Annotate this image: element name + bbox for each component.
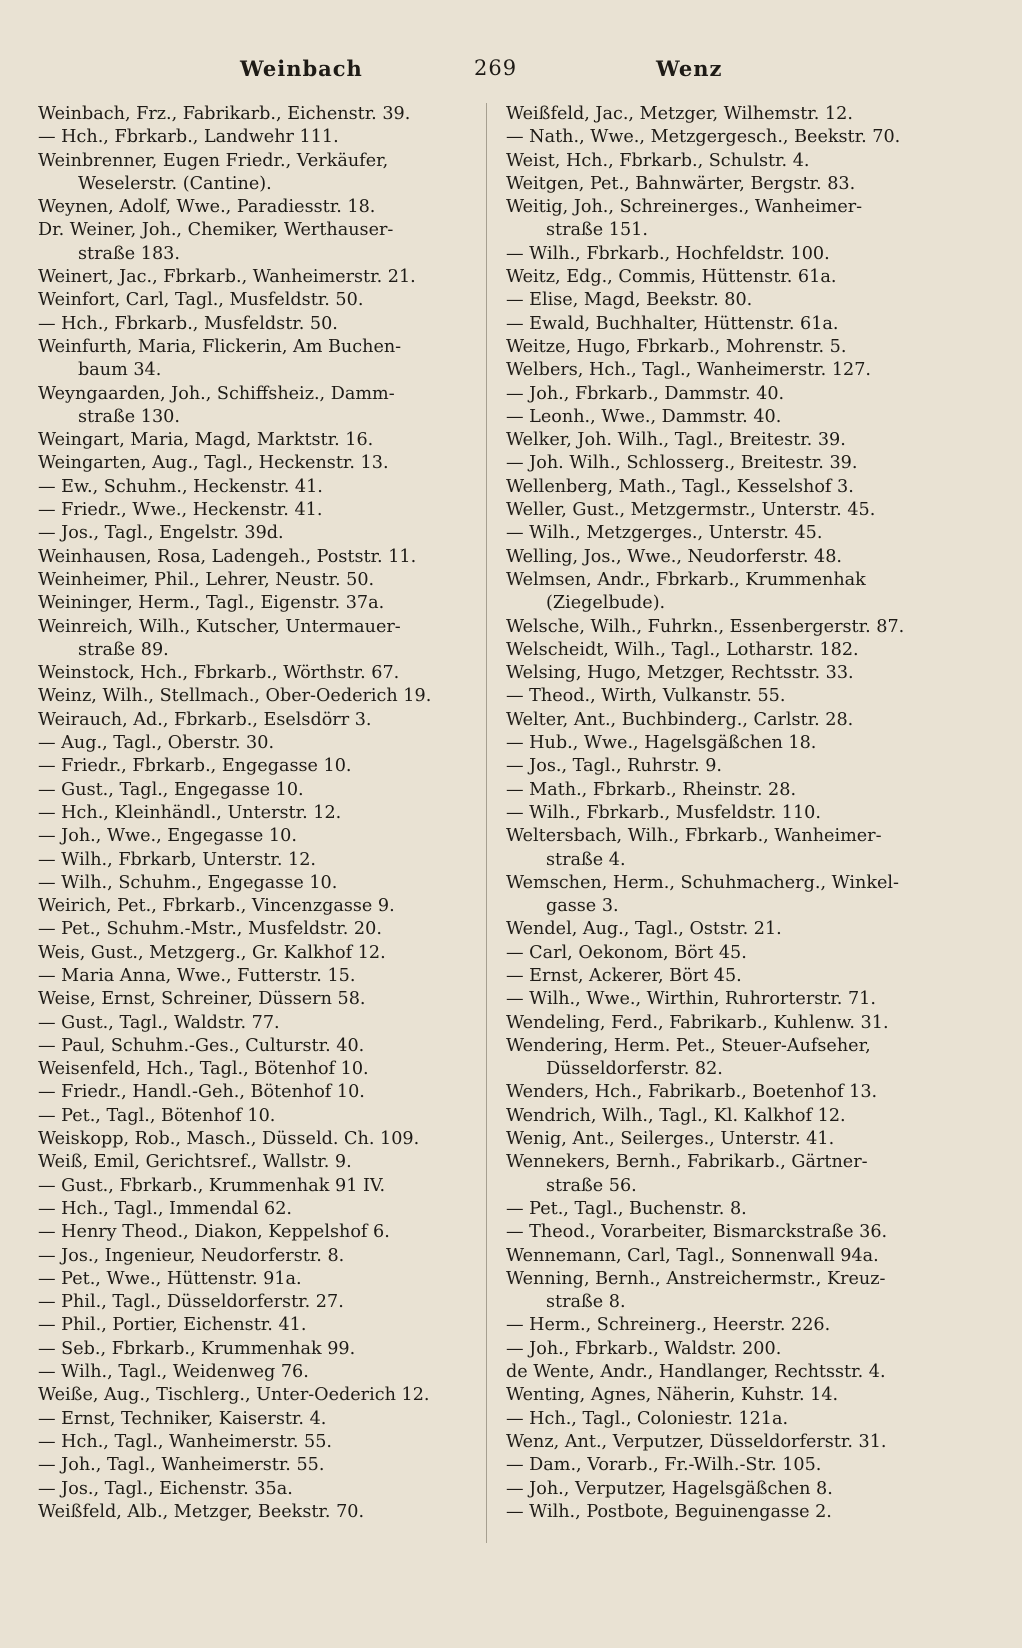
directory-entry-line: Weinfort, Carl, Tagl., Musfeldstr. 50. bbox=[38, 290, 364, 311]
directory-entry-line: Dr. Weiner, Joh., Chemiker, Werthauser- bbox=[38, 220, 394, 241]
directory-entry-line: Wenning, Bernh., Anstreichermstr., Kreuz- bbox=[506, 1268, 886, 1289]
directory-entry-line: — Elise, Magd, Beekstr. 80. bbox=[506, 290, 753, 311]
directory-entry-line: Welker, Joh. Wilh., Tagl., Breitestr. 39. bbox=[506, 430, 846, 451]
directory-entry-line: Wenig, Ant., Seilerges., Unterstr. 41. bbox=[506, 1129, 835, 1150]
directory-entry-line: — Nath., Wwe., Metzgergesch., Beekstr. 70. bbox=[506, 127, 901, 148]
directory-entry-line: Weiskopp, Rob., Masch., Düsseld. Ch. 109. bbox=[38, 1129, 420, 1150]
directory-entry-line: — Hch., Fbrkarb., Landwehr 111. bbox=[38, 127, 339, 148]
directory-entry-line: — Wilh., Schuhm., Engegasse 10. bbox=[38, 872, 338, 893]
directory-entry-line: — Joh. Wilh., Schlosserg., Breitestr. 39. bbox=[506, 453, 858, 474]
directory-entry-line: Welsche, Wilh., Fuhrkn., Essenbergerstr. 87. bbox=[506, 616, 905, 637]
directory-entry-line: Weirauch, Ad., Fbrkarb., Eselsdörr 3. bbox=[38, 709, 372, 730]
directory-entry-line: Weisenfeld, Hch., Tagl., Bötenhof 10. bbox=[38, 1059, 369, 1080]
directory-entry-line: Weinbrenner, Eugen Friedr., Verkäufer, bbox=[38, 150, 389, 171]
directory-entry-line: straße 89. bbox=[78, 639, 169, 660]
directory-entry-line: Weinfurth, Maria, Flickerin, Am Buchen- bbox=[38, 336, 402, 357]
directory-entry-line: straße 8. bbox=[546, 1292, 626, 1313]
directory-entry-line: — Joh., Fbrkarb., Waldstr. 200. bbox=[506, 1338, 782, 1359]
directory-entry-line: — Ewald, Buchhalter, Hüttenstr. 61a. bbox=[506, 313, 839, 334]
directory-entry-line: — Henry Theod., Diakon, Keppelshof 6. bbox=[38, 1222, 390, 1243]
directory-entry-line: de Wente, Andr., Handlanger, Rechtsstr. 4. bbox=[506, 1362, 886, 1383]
directory-entry-line: — Wilh., Fbrkarb., Musfeldstr. 110. bbox=[506, 802, 821, 823]
directory-entry-line: — Joh., Tagl., Wanheimerstr. 55. bbox=[38, 1455, 325, 1476]
directory-entry-line: — Hch., Tagl., Coloniestr. 121a. bbox=[506, 1408, 789, 1429]
directory-entry-line: — Pet., Schuhm.-Mstr., Musfeldstr. 20. bbox=[38, 919, 382, 940]
directory-entry-line: Weißfeld, Jac., Metzger, Wilhemstr. 12. bbox=[506, 104, 853, 124]
directory-entry-line: — Joh., Verputzer, Hagelsgäßchen 8. bbox=[506, 1478, 833, 1499]
directory-entry-line: Wendel, Aug., Tagl., Oststr. 21. bbox=[506, 919, 782, 940]
directory-entry-line: — Jos., Tagl., Ruhrstr. 9. bbox=[506, 756, 723, 777]
directory-entry-line: Weynen, Adolf, Wwe., Paradiesstr. 18. bbox=[38, 197, 376, 218]
directory-entry-line: — Gust., Fbrkarb., Krummenhak 91 IV. bbox=[38, 1175, 386, 1196]
directory-entry-line: — Jos., Tagl., Eichenstr. 35a. bbox=[38, 1478, 293, 1499]
directory-entry-line: Weselerstr. (Cantine). bbox=[78, 173, 272, 194]
directory-entry-line: Wenz, Ant., Verputzer, Düsseldorferstr. 31. bbox=[506, 1431, 887, 1452]
directory-entry-line: — Wilh., Postbote, Beguinengasse 2. bbox=[506, 1501, 832, 1522]
directory-entry-line: Wendeling, Ferd., Fabrikarb., Kuhlenw. 31. bbox=[506, 1012, 889, 1033]
directory-entry-line: Weingarten, Aug., Tagl., Heckenstr. 13. bbox=[38, 453, 389, 474]
directory-entry-line: Weinreich, Wilh., Kutscher, Untermauer- bbox=[38, 616, 401, 637]
directory-entry-line: — Math., Fbrkarb., Rheinstr. 28. bbox=[506, 779, 797, 800]
directory-entry-line: Weitgen, Pet., Bahnwärter, Bergstr. 83. bbox=[506, 173, 856, 194]
directory-entry-line: — Maria Anna, Wwe., Futterstr. 15. bbox=[38, 965, 356, 986]
directory-entry-line: — Pet., Tagl., Buchenstr. 8. bbox=[506, 1198, 747, 1219]
directory-entry-line: Welbers, Hch., Tagl., Wanheimerstr. 127. bbox=[506, 360, 871, 381]
directory-entry-line: Weirich, Pet., Fbrkarb., Vincenzgasse 9. bbox=[38, 896, 395, 917]
directory-entry-line: Welscheidt, Wilh., Tagl., Lotharstr. 182. bbox=[506, 639, 859, 660]
directory-entry-line: Weise, Ernst, Schreiner, Düssern 58. bbox=[38, 989, 366, 1010]
directory-entry-line: — Ew., Schuhm., Heckenstr. 41. bbox=[38, 476, 323, 497]
directory-entry-line: — Joh., Fbrkarb., Dammstr. 40. bbox=[506, 383, 785, 404]
directory-entry-line: Wellenberg, Math., Tagl., Kesselshof 3. bbox=[506, 476, 854, 497]
directory-entry-line: — Jos., Ingenieur, Neudorferstr. 8. bbox=[38, 1245, 345, 1266]
directory-entry-line: — Ernst, Ackerer, Bört 45. bbox=[506, 965, 742, 986]
directory-entry-line: Weiß, Emil, Gerichtsref., Wallstr. 9. bbox=[38, 1152, 352, 1173]
page-number: 269 bbox=[474, 56, 518, 80]
directory-entry-line: Weißfeld, Alb., Metzger, Beekstr. 70. bbox=[38, 1501, 365, 1522]
directory-entry-line: Weitze, Hugo, Fbrkarb., Mohrenstr. 5. bbox=[506, 336, 847, 357]
directory-entry-line: Wendering, Herm. Pet., Steuer-Aufseher, bbox=[506, 1035, 871, 1056]
directory-entry-line: — Hch., Fbrkarb., Musfeldstr. 50. bbox=[38, 313, 338, 334]
directory-entry-line: (Ziegelbude). bbox=[546, 593, 666, 614]
directory-entry-line: — Pet., Tagl., Bötenhof 10. bbox=[38, 1105, 276, 1126]
directory-entry-line: — Hch., Tagl., Wanheimerstr. 55. bbox=[38, 1431, 333, 1452]
directory-entry-line: Weinz, Wilh., Stellmach., Ober-Oederich 19. bbox=[38, 686, 432, 707]
directory-entry-line: — Friedr., Wwe., Heckenstr. 41. bbox=[38, 500, 323, 521]
directory-entry-line: — Hch., Kleinhändl., Unterstr. 12. bbox=[38, 802, 342, 823]
directory-entry-line: Welsing, Hugo, Metzger, Rechtsstr. 33. bbox=[506, 663, 854, 684]
directory-entry-line: Weingart, Maria, Magd, Marktstr. 16. bbox=[38, 430, 374, 451]
running-head-left: Weinbach bbox=[240, 56, 363, 81]
directory-entry-line: Welling, Jos., Wwe., Neudorferstr. 48. bbox=[506, 546, 842, 567]
directory-entry-line: — Gust., Tagl., Engegasse 10. bbox=[38, 779, 304, 800]
directory-entry-line: baum 34. bbox=[78, 360, 162, 381]
directory-entry-line: Wennekers, Bernh., Fabrikarb., Gärtner- bbox=[506, 1152, 868, 1173]
directory-entry-line: Weyngaarden, Joh., Schiffsheiz., Damm- bbox=[38, 383, 395, 404]
directory-entry-line: — Joh., Wwe., Engegasse 10. bbox=[38, 826, 297, 847]
directory-entry-line: — Dam., Vorarb., Fr.-Wilh.-Str. 105. bbox=[506, 1455, 822, 1476]
directory-entry-line: — Gust., Tagl., Waldstr. 77. bbox=[38, 1012, 280, 1033]
running-head-right: Wenz bbox=[656, 56, 723, 81]
directory-entry-line: — Carl, Oekonom, Bört 45. bbox=[506, 942, 747, 963]
directory-entry-line: Wemschen, Herm., Schuhmacherg., Winkel- bbox=[506, 872, 900, 893]
directory-entry-line: straße 151. bbox=[546, 220, 648, 241]
directory-entry-line: Weinbach, Frz., Fabrikarb., Eichenstr. 39. bbox=[38, 104, 411, 124]
directory-entry-line: — Herm., Schreinerg., Heerstr. 226. bbox=[506, 1315, 831, 1336]
directory-entry-line: — Aug., Tagl., Oberstr. 30. bbox=[38, 733, 275, 754]
directory-entry-line: — Hub., Wwe., Hagelsgäßchen 18. bbox=[506, 733, 817, 754]
directory-entry-line: straße 130. bbox=[78, 406, 180, 427]
directory-entry-line: — Hch., Tagl., Immendal 62. bbox=[38, 1198, 293, 1219]
directory-entry-line: — Ernst, Techniker, Kaiserstr. 4. bbox=[38, 1408, 327, 1429]
directory-entry-line: straße 4. bbox=[546, 849, 626, 870]
directory-entry-line: — Wilh., Metzgerges., Unterstr. 45. bbox=[506, 523, 823, 544]
directory-entry-line: gasse 3. bbox=[546, 896, 619, 917]
directory-entry-line: Weininger, Herm., Tagl., Eigenstr. 37a. bbox=[38, 593, 385, 614]
directory-entry-line: Wenders, Hch., Fabrikarb., Boetenhof 13. bbox=[506, 1082, 878, 1103]
directory-entry-line: Wendrich, Wilh., Tagl., Kl. Kalkhof 12. bbox=[506, 1105, 846, 1126]
directory-entry-line: Weltersbach, Wilh., Fbrkarb., Wanheimer- bbox=[506, 826, 882, 847]
directory-entry-line: Wennemann, Carl, Tagl., Sonnenwall 94a. bbox=[506, 1245, 879, 1266]
directory-entry-line: — Wilh., Wwe., Wirthin, Ruhrorterstr. 71. bbox=[506, 989, 876, 1010]
directory-entry-line: Welmsen, Andr., Fbrkarb., Krummenhak bbox=[506, 569, 866, 590]
directory-entry-line: Weitz, Edg., Commis, Hüttenstr. 61a. bbox=[506, 267, 837, 288]
directory-entry-line: — Jos., Tagl., Engelstr. 39d. bbox=[38, 523, 284, 544]
directory-entry-line: straße 56. bbox=[546, 1175, 637, 1196]
directory-entry-line: Weis, Gust., Metzgerg., Gr. Kalkhof 12. bbox=[38, 942, 386, 963]
directory-entry-line: Weinert, Jac., Fbrkarb., Wanheimerstr. 21. bbox=[38, 267, 416, 288]
directory-entry-line: straße 183. bbox=[78, 243, 180, 264]
directory-entry-line: — Theod., Vorarbeiter, Bismarckstraße 36. bbox=[506, 1222, 888, 1243]
directory-entry-line: Weiße, Aug., Tischlerg., Unter-Oederich 12. bbox=[38, 1385, 430, 1406]
directory-entry-line: — Pet., Wwe., Hüttenstr. 91a. bbox=[38, 1268, 302, 1289]
directory-entry-line: — Friedr., Fbrkarb., Engegasse 10. bbox=[38, 756, 352, 777]
directory-entry-line: — Friedr., Handl.-Geh., Bötenhof 10. bbox=[38, 1082, 365, 1103]
directory-entry-line: Weinhausen, Rosa, Ladengeh., Poststr. 11. bbox=[38, 546, 417, 567]
directory-entry-line: Düsseldorferstr. 82. bbox=[546, 1059, 723, 1080]
directory-entry-line: — Phil., Portier, Eichenstr. 41. bbox=[38, 1315, 307, 1336]
directory-entry-line: Weist, Hch., Fbrkarb., Schulstr. 4. bbox=[506, 150, 810, 171]
directory-entry-line: — Seb., Fbrkarb., Krummenhak 99. bbox=[38, 1338, 356, 1359]
directory-entry-line: — Wilh., Tagl., Weidenweg 76. bbox=[38, 1362, 309, 1383]
directory-entry-line: — Wilh., Fbrkarb., Hochfeldstr. 100. bbox=[506, 243, 830, 264]
directory-entry-line: Weller, Gust., Metzgermstr., Unterstr. 45. bbox=[506, 500, 876, 521]
directory-entry-line: Weinheimer, Phil., Lehrer, Neustr. 50. bbox=[38, 569, 375, 590]
directory-entry-line: Wenting, Agnes, Näherin, Kuhstr. 14. bbox=[506, 1385, 839, 1406]
directory-entry-line: Weitig, Joh., Schreinerges., Wanheimer- bbox=[506, 197, 863, 218]
column-divider bbox=[486, 103, 487, 1543]
directory-entry-line: — Phil., Tagl., Düsseldorferstr. 27. bbox=[38, 1292, 344, 1313]
directory-entry-line: Welter, Ant., Buchbinderg., Carlstr. 28. bbox=[506, 709, 854, 730]
right-column bbox=[506, 103, 946, 1524]
directory-entry-line: — Paul, Schuhm.-Ges., Culturstr. 40. bbox=[38, 1035, 365, 1056]
directory-entry-line: — Theod., Wirth, Vulkanstr. 55. bbox=[506, 686, 786, 707]
directory-entry-line: — Wilh., Fbrkarb, Unterstr. 12. bbox=[38, 849, 317, 870]
left-column bbox=[38, 103, 478, 1524]
directory-entry-line: — Leonh., Wwe., Dammstr. 40. bbox=[506, 406, 782, 427]
directory-entry-line: Weinstock, Hch., Fbrkarb., Wörthstr. 67. bbox=[38, 663, 400, 684]
